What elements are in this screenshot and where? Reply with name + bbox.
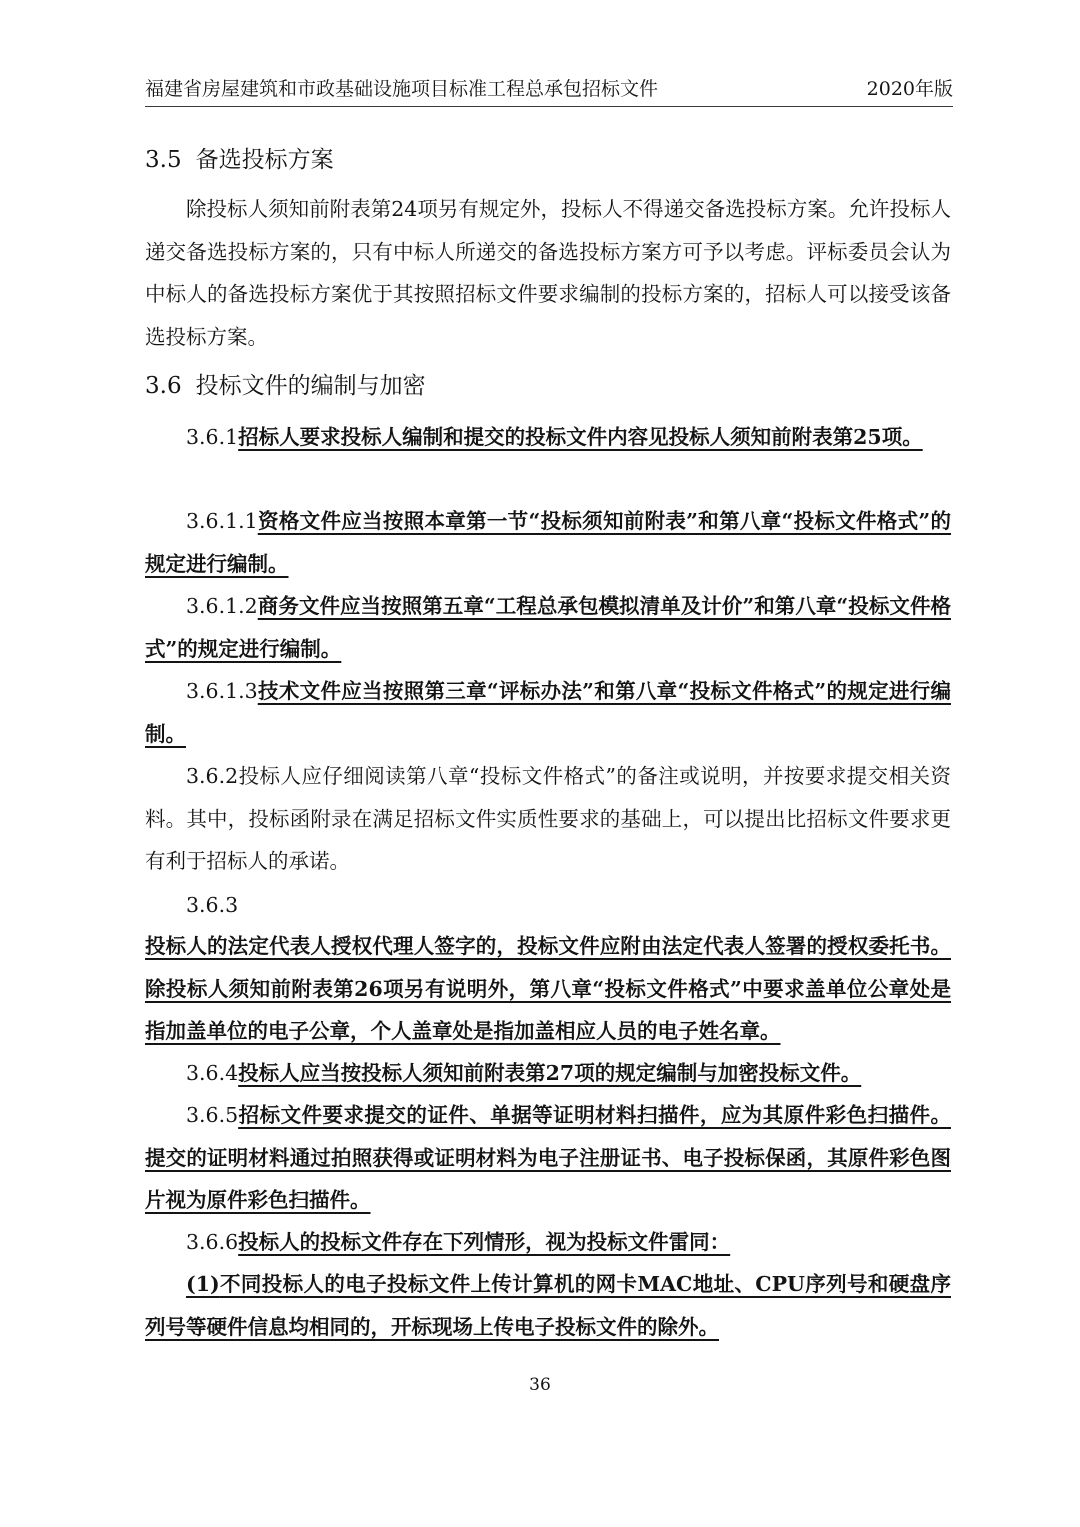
clause-text: 资格文件应当按照本章第一节“投标须知前附表”和第八章“投标文件格式”的规定进行编制。 (145, 509, 951, 576)
clause-3-6-1-2 (145, 585, 951, 670)
clause-item-1 (145, 1263, 951, 1348)
clause-3-6-4 (145, 1052, 951, 1095)
clause-number: 3.6.2 (186, 764, 239, 788)
clause-text: 投标人应当按投标人须知前附表第27项的规定编制与加密投标文件。 (238, 1061, 862, 1085)
clause-text: 招标文件要求提交的证件、单据等证明材料扫描件，应为其原件彩色扫描件。提交的证明材料通过拍照获得或证明材料为电子注册证书、电子投标保函，其原件彩色图片视为原件彩色扫描件。 (145, 1103, 951, 1212)
clause-text: 技术文件应当按照第三章“评标办法”和第八章“投标文件格式”的规定进行编制。 (145, 679, 951, 746)
clause-number: 3.6.1.2 (186, 594, 258, 618)
clause-number: 3.6.4 (186, 1061, 239, 1085)
clause-number: 3.6.1.1 (186, 509, 258, 533)
clause-3-6-5 (145, 1094, 951, 1222)
clause-3-6-1 (145, 416, 951, 459)
clause-3-6-6 (145, 1221, 951, 1264)
paragraph-alternative-bids: 除投标人须知前附表第24项另有规定外，投标人不得递交备选投标方案。允许投标人递交备选投标方案的，只有中标人所递交的备选投标方案方可予以考虑。评标委员会认为中标人的备选投标方案优于其按照招标文件要求编制的投标方案的，招标人可以接受该备选投标方案。 (145, 197, 951, 349)
section-number: 3.5 (145, 147, 182, 173)
clause-number: 3.6.5 (186, 1103, 239, 1127)
clause-3-6-2 (145, 755, 951, 883)
clause-number: 3.6.1.3 (186, 679, 258, 703)
clause-number-3-6-3: 3.6.3 (186, 893, 239, 917)
section-title: 投标文件的编制与加密 (195, 373, 426, 399)
document-title: 福建省房屋建筑和市政基础设施项目标准工程总承包招标文件 (145, 78, 659, 100)
clause-number: 3.6.1 (186, 425, 239, 449)
edition-label: 2020年版 (866, 78, 953, 100)
clause-number: 3.6.6 (186, 1230, 239, 1254)
clause-text: 投标人应仔细阅读第八章“投标文件格式”的备注或说明，并按要求提交相关资料。其中，投标函附录在满足招标文件实质性要求的基础上，可以提出比招标文件要求更有利于招标人的承诺。 (145, 764, 951, 873)
clause-text: 投标人的投标文件存在下列情形，视为投标文件雷同： (238, 1230, 731, 1254)
clause-3-6-1-3 (145, 670, 951, 755)
section-heading-3-6 (145, 371, 426, 401)
page-header (145, 76, 953, 107)
item-number: (1) (186, 1272, 220, 1296)
clause-3-6-1-1 (145, 500, 951, 585)
clause-text: 招标人要求投标人编制和提交的投标文件内容见投标人须知前附表第25项。 (238, 425, 923, 449)
section-title: 备选投标方案 (195, 147, 334, 173)
clause-text: 不同投标人的电子投标文件上传计算机的网卡MAC地址、CPU序列号和硬盘序列号等硬件信息均相同的，开标现场上传电子投标文件的除外。 (145, 1272, 951, 1339)
section-heading-3-5 (145, 145, 334, 175)
clause-text: 投标人的法定代表人授权代理人签字的，投标文件应附由法定代表人签署的授权委托书。除投标人须知前附表第26项另有说明外，第八章“投标文件格式”中要求盖单位公章处是指加盖单位的电子公章，个人盖章处是指加盖相应人员的电子姓名章。 (145, 934, 951, 1043)
section-number: 3.6 (145, 373, 182, 399)
clause-text: 商务文件应当按照第五章“工程总承包模拟清单及计价”和第八章“投标文件格式”的规定进行编制。 (145, 594, 951, 661)
clause-3-6-3 (145, 925, 951, 1053)
page-number: 36 (529, 1375, 551, 1395)
